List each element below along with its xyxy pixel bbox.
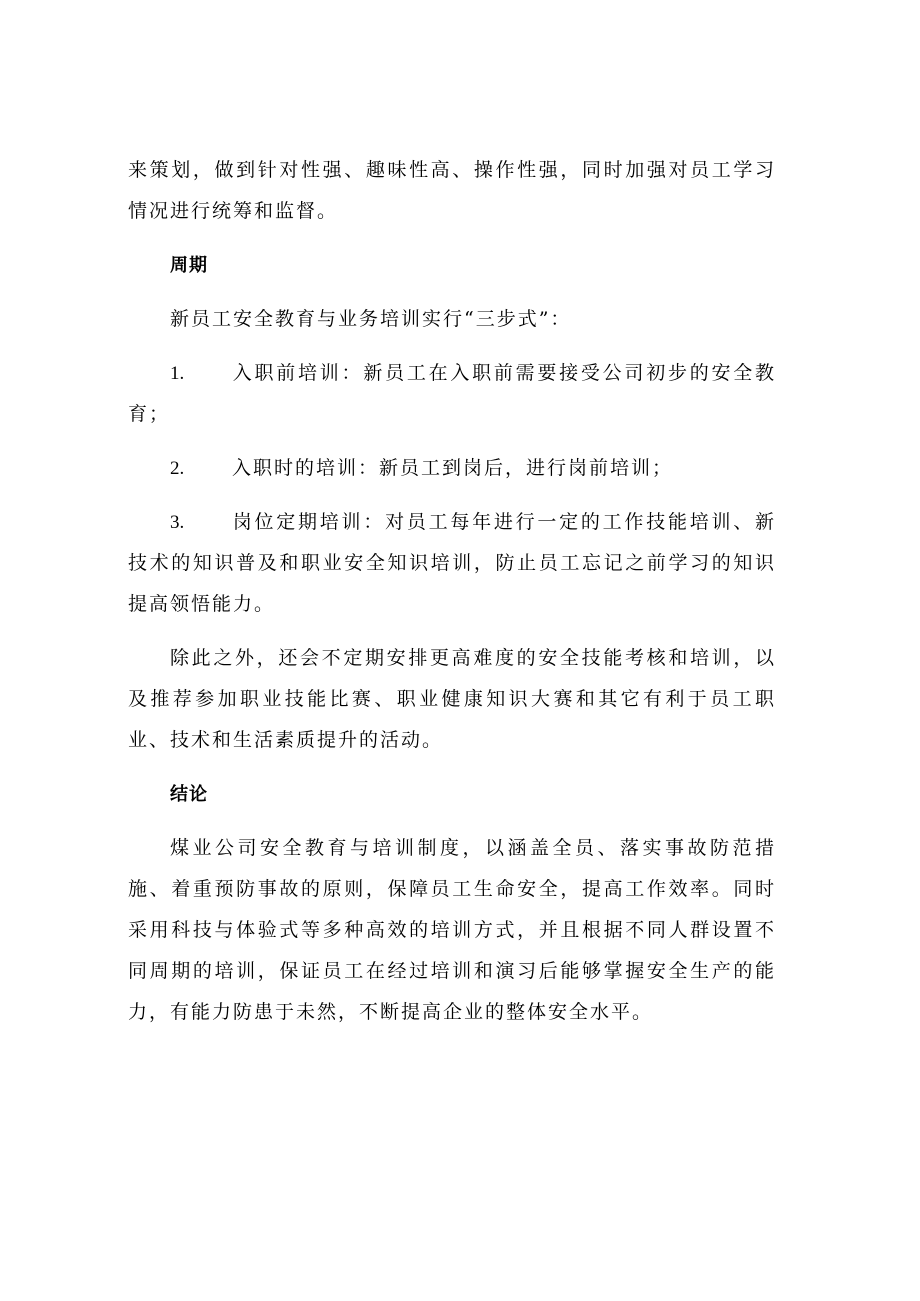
document-body bbox=[128, 150, 776, 1033]
list-item bbox=[128, 448, 776, 489]
list-item-text: 入职前培训：新员工在入职前需要接受公司初步的安全教育； bbox=[128, 362, 776, 425]
intro-paragraph: 来策划，做到针对性强、趣味性高、操作性强，同时加强对员工学习情况进行统筹和监督。 bbox=[128, 159, 776, 222]
period-extra-paragraph: 除此之外，还会不定期安排更高难度的安全技能考核和培训，以及推荐参加职业技能比赛、职业健康知识大赛和其它有利于员工职业、技术和生活素质提升的活动。 bbox=[128, 647, 776, 751]
conclusion-paragraph: 煤业公司安全教育与培训制度，以涵盖全员、落实事故防范措施、着重预防事故的原则，保障员工生命安全，提高工作效率。同时采用科技与体验式等多种高效的培训方式，并且根据不同人群设置不同周期的培训，保证员工在经过培训和演习后能够掌握安全生产的能力，有能力防患于未然，不断提高企业的整体安全水平。 bbox=[128, 837, 776, 1023]
list-item-text: 入职时的培训：新员工到岗后，进行岗前培训； bbox=[232, 457, 674, 479]
section-heading-conclusion: 结论 bbox=[170, 784, 208, 805]
period-lead-paragraph: 新员工安全教育与业务培训实行“三步式”： bbox=[170, 308, 572, 330]
section-heading-period: 周期 bbox=[170, 255, 208, 276]
list-item bbox=[128, 502, 776, 625]
list-item bbox=[128, 353, 776, 435]
list-number: 2. bbox=[170, 458, 185, 479]
list-number: 3. bbox=[170, 512, 185, 533]
list-item-text: 岗位定期培训：对员工每年进行一定的工作技能培训、新技术的知识普及和职业安全知识培训，防止员工忘记之前学习的知识提高领悟能力。 bbox=[128, 511, 776, 615]
list-number: 1. bbox=[170, 363, 185, 384]
